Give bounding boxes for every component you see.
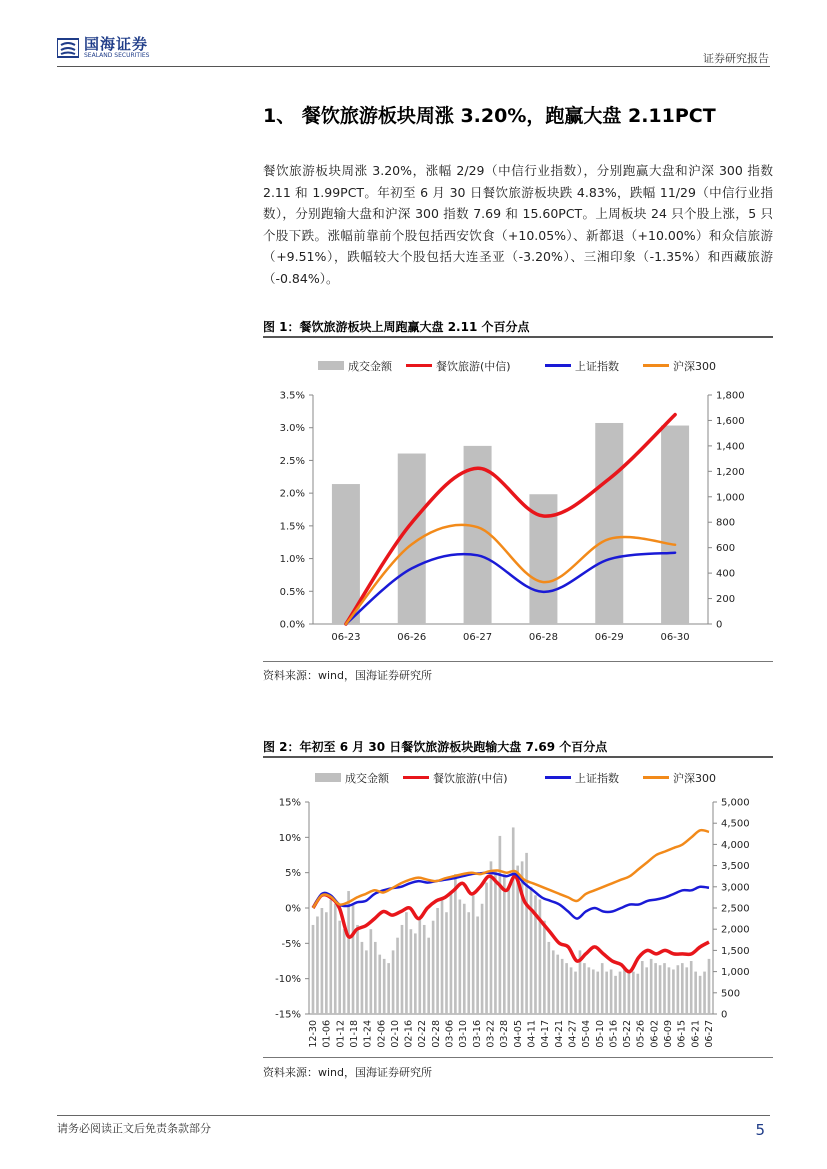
bar-turnover <box>499 836 502 1014</box>
bar-turnover <box>694 972 697 1014</box>
legend-label-catering-tourism: 餐饮旅游(中信) <box>436 360 511 373</box>
bar-turnover <box>507 887 510 1014</box>
bar-turnover <box>530 887 533 1014</box>
legend-label-csi300: 沪深300 <box>673 360 716 373</box>
bar-turnover <box>596 972 599 1014</box>
bar-turnover <box>619 972 622 1014</box>
y-left-tick-label: 1.5% <box>279 521 305 533</box>
x-tick-label: 06-02 <box>649 1020 661 1048</box>
bar-turnover <box>316 916 319 1014</box>
bar-turnover <box>347 891 350 1014</box>
bar-turnover <box>361 942 364 1014</box>
x-tick-label: 06-23 <box>331 632 361 643</box>
bar-turnover <box>699 976 702 1014</box>
line-catering-tourism <box>346 415 675 624</box>
bar-turnover <box>338 921 341 1014</box>
x-tick-label: 02-10 <box>389 1020 401 1048</box>
x-tick-label: 03-28 <box>499 1020 511 1048</box>
x-tick-label: 05-26 <box>635 1020 647 1048</box>
y-right-tick-label: 4,500 <box>721 818 750 830</box>
x-tick-label: 12-30 <box>308 1020 319 1048</box>
y-left-tick-label: 1.0% <box>279 554 305 566</box>
bar-turnover <box>636 974 639 1014</box>
logo-cn-text: 国海证券 <box>84 35 149 53</box>
figure2-bottom-rule <box>263 1057 773 1058</box>
bar-turnover <box>436 908 439 1014</box>
bar-turnover <box>610 969 613 1014</box>
bar-turnover <box>614 976 617 1014</box>
logo-en-text: SEALAND SECURITIES <box>84 52 150 59</box>
bar-turnover <box>370 929 373 1014</box>
y-right-tick-label: 3,000 <box>721 882 750 894</box>
x-tick-label: 04-21 <box>553 1020 565 1048</box>
bar-turnover <box>690 961 693 1014</box>
y-right-tick-label: 5,000 <box>721 797 750 809</box>
x-tick-label: 06-27 <box>704 1020 715 1048</box>
bar-turnover <box>592 969 595 1014</box>
bar-turnover <box>503 874 506 1014</box>
bar-turnover <box>677 965 680 1014</box>
x-tick-label: 06-28 <box>528 632 558 643</box>
x-tick-label: 06-09 <box>663 1020 674 1048</box>
header-divider <box>57 66 770 67</box>
bar-turnover <box>543 921 546 1014</box>
bar-turnover <box>703 972 706 1014</box>
section-heading: 1、 餐饮旅游板块周涨 3.20%，跑赢大盘 2.11PCT <box>263 105 716 127</box>
x-tick-label: 06-29 <box>594 632 624 643</box>
legend-swatch-turnover <box>315 773 341 782</box>
bar-turnover <box>668 967 671 1014</box>
brand-logo <box>57 36 149 60</box>
x-tick-label: 06-21 <box>690 1020 702 1048</box>
bar-turnover <box>588 967 591 1014</box>
y-left-tick-label: 0.5% <box>279 586 305 598</box>
bar-turnover <box>556 955 559 1014</box>
bar-turnover <box>418 916 421 1014</box>
bar-turnover <box>463 904 466 1014</box>
bar-turnover <box>450 891 453 1014</box>
bar-turnover <box>332 484 360 624</box>
bar-turnover <box>583 963 586 1014</box>
y-right-tick-label: 2,500 <box>721 903 750 915</box>
footer-divider <box>57 1115 770 1116</box>
y-right-tick-label: 1,500 <box>721 945 750 957</box>
bar-turnover <box>548 942 551 1014</box>
bar-turnover <box>365 950 368 1014</box>
x-tick-label: 03-06 <box>444 1020 456 1048</box>
bar-turnover <box>623 967 626 1014</box>
bar-turnover <box>374 942 377 1014</box>
legend-swatch-turnover <box>318 361 344 370</box>
line-sse-index <box>346 553 675 624</box>
bar-turnover <box>561 959 564 1014</box>
y-left-tick-label: 5% <box>285 868 301 880</box>
legend-label-sse-index: 上证指数 <box>575 772 619 785</box>
bar-turnover <box>494 870 497 1014</box>
bar-turnover <box>405 912 408 1014</box>
logo-icon <box>57 37 79 59</box>
x-tick-label: 02-06 <box>376 1020 388 1048</box>
x-tick-label: 02-28 <box>430 1020 442 1048</box>
y-left-tick-label: 10% <box>278 832 301 844</box>
y-right-tick-label: 1,800 <box>716 390 745 402</box>
y-right-tick-label: 800 <box>716 517 736 529</box>
figure2-source: 资料来源：wind，国海证券研究所 <box>263 1066 433 1079</box>
y-left-tick-label: 0% <box>285 903 301 915</box>
y-left-tick-label: 3.0% <box>279 423 305 435</box>
x-tick-label: 06-27 <box>463 632 493 643</box>
bar-turnover <box>334 904 337 1014</box>
y-right-tick-label: 1,600 <box>716 415 745 427</box>
y-right-tick-label: 1,000 <box>716 492 745 504</box>
bar-turnover <box>595 423 623 624</box>
figure2-title: 图 2：年初至 6 月 30 日餐饮旅游板块跑输大盘 7.69 个百分点 <box>263 740 608 754</box>
bar-turnover <box>414 933 417 1014</box>
x-tick-label: 02-22 <box>417 1020 429 1048</box>
bar-turnover <box>570 967 573 1014</box>
y-right-tick-label: 200 <box>716 594 736 606</box>
bar-turnover <box>605 972 608 1014</box>
bar-turnover <box>454 874 457 1014</box>
legend-label-sse-index: 上证指数 <box>575 360 619 373</box>
x-tick-label: 04-05 <box>512 1020 524 1048</box>
bar-turnover <box>672 969 675 1014</box>
bar-turnover <box>378 955 381 1014</box>
bar-turnover <box>467 912 470 1014</box>
x-tick-label: 05-04 <box>581 1020 593 1048</box>
figure1-bottom-rule <box>263 661 773 662</box>
bar-turnover <box>552 950 555 1014</box>
y-right-tick-label: 2,000 <box>721 924 750 936</box>
y-right-tick-label: 500 <box>721 988 741 1000</box>
y-right-tick-label: 1,400 <box>716 441 745 453</box>
x-tick-label: 03-16 <box>471 1020 483 1048</box>
legend-label-catering-tourism: 餐饮旅游(中信) <box>433 772 508 785</box>
y-right-tick-label: 3,500 <box>721 861 750 873</box>
bar-turnover <box>659 965 662 1014</box>
y-left-tick-label: 15% <box>278 797 301 809</box>
x-tick-label: 04-17 <box>540 1020 552 1048</box>
bar-turnover <box>343 929 346 1014</box>
bar-turnover <box>396 938 399 1014</box>
footer-disclaimer: 请务必阅读正文后免责条款部分 <box>57 1122 211 1135</box>
bar-turnover <box>329 900 332 1014</box>
bar-turnover <box>387 963 390 1014</box>
bar-turnover <box>685 967 688 1014</box>
bar-turnover <box>352 904 355 1014</box>
bar-turnover <box>525 853 528 1014</box>
bar-turnover <box>490 861 493 1014</box>
y-left-tick-label: 0.0% <box>279 619 305 631</box>
y-left-tick-label: -15% <box>275 1009 301 1021</box>
bar-turnover <box>410 929 413 1014</box>
bar-turnover <box>321 908 324 1014</box>
y-left-tick-label: 3.5% <box>279 390 305 402</box>
bar-turnover <box>356 925 359 1014</box>
bar-turnover <box>628 969 631 1014</box>
x-tick-label: 06-15 <box>676 1020 688 1048</box>
x-tick-label: 05-10 <box>594 1020 606 1048</box>
y-left-tick-label: 2.5% <box>279 455 305 467</box>
x-tick-label: 03-10 <box>458 1020 470 1048</box>
bar-turnover <box>645 967 648 1014</box>
bar-turnover <box>663 963 666 1014</box>
y-right-tick-label: 1,200 <box>716 466 745 478</box>
x-tick-label: 03-22 <box>485 1020 497 1048</box>
figure1-chart <box>263 340 773 660</box>
legend-label-csi300: 沪深300 <box>673 772 716 785</box>
y-left-tick-label: -10% <box>275 974 301 986</box>
bar-turnover <box>574 972 577 1014</box>
bar-turnover <box>661 426 689 624</box>
bar-turnover <box>601 963 604 1014</box>
bar-turnover <box>512 827 515 1014</box>
x-tick-label: 04-27 <box>567 1020 579 1048</box>
figure1-top-rule <box>263 336 773 338</box>
page-number: 5 <box>755 1121 765 1139</box>
x-tick-label: 01-18 <box>349 1020 360 1048</box>
bar-turnover <box>401 925 404 1014</box>
figure1-source: 资料来源：wind，国海证券研究所 <box>263 669 433 682</box>
bar-turnover <box>441 900 444 1014</box>
x-tick-label: 06-26 <box>397 632 427 643</box>
bar-turnover <box>476 916 479 1014</box>
y-left-tick-label: -5% <box>281 938 301 950</box>
report-type-label: 证券研究报告 <box>703 52 769 65</box>
bar-turnover <box>432 921 435 1014</box>
y-right-tick-label: 1,000 <box>721 967 750 979</box>
section-paragraph: 餐饮旅游板块周涨 3.20%，涨幅 2/29（中信行业指数），分别跑赢大盘和沪深 300 指数 2.11 和 1.99PCT。年初至 6 月 30 日餐饮旅游板块跌 4.83%，跌幅 11/29（中信行业指数），分别跑输大盘和沪深 300 指数 7.69 和 15.60PCT。上周板块 24 只个股上涨，5 只个股下跌。涨幅前靠前个股包括西安饮食（+10.05%）、新都退（+10.00%）和众信旅游（+9.51%），跌幅较大个股包括大连圣亚（-3.20%）、三湘印象（-1.35%）和西藏旅游（-0.84%）。 <box>263 163 773 286</box>
bar-turnover <box>472 895 475 1014</box>
bar-turnover <box>641 961 644 1014</box>
x-tick-label: 05-16 <box>608 1020 620 1048</box>
y-right-tick-label: 600 <box>716 543 736 555</box>
bar-turnover <box>423 925 426 1014</box>
x-tick-label: 02-16 <box>403 1020 415 1048</box>
bar-turnover <box>445 912 448 1014</box>
bar-turnover <box>632 972 635 1014</box>
figure2-top-rule <box>263 756 773 758</box>
figure1-title: 图 1：餐饮旅游板块上周跑赢大盘 2.11 个百分点 <box>263 320 530 334</box>
y-right-tick-label: 0 <box>716 619 723 631</box>
bar-turnover <box>325 912 328 1014</box>
x-tick-label: 05-22 <box>622 1020 634 1048</box>
bar-turnover <box>654 963 657 1014</box>
bar-turnover <box>427 938 430 1014</box>
bar-turnover <box>521 861 524 1014</box>
x-tick-label: 01-06 <box>321 1020 333 1048</box>
bar-turnover <box>708 959 711 1014</box>
legend-label-turnover: 成交金额 <box>348 360 392 373</box>
x-tick-label: 01-24 <box>362 1020 374 1048</box>
y-right-tick-label: 400 <box>716 568 736 580</box>
bar-turnover <box>650 959 653 1014</box>
x-tick-label: 06-30 <box>660 632 690 643</box>
bar-turnover <box>481 904 484 1014</box>
x-tick-label: 04-11 <box>526 1020 538 1048</box>
y-right-tick-label: 4,000 <box>721 839 750 851</box>
bar-turnover <box>383 959 386 1014</box>
bar-turnover <box>485 883 488 1014</box>
bar-turnover <box>312 925 315 1014</box>
figure2-chart <box>263 760 773 1056</box>
legend-label-turnover: 成交金额 <box>345 772 389 785</box>
bar-turnover <box>681 963 684 1014</box>
y-right-tick-label: 0 <box>721 1009 728 1021</box>
bar-turnover <box>565 963 568 1014</box>
bar-turnover <box>392 950 395 1014</box>
y-left-tick-label: 2.0% <box>279 488 305 500</box>
x-tick-label: 01-12 <box>335 1020 347 1048</box>
bar-turnover <box>459 900 462 1014</box>
